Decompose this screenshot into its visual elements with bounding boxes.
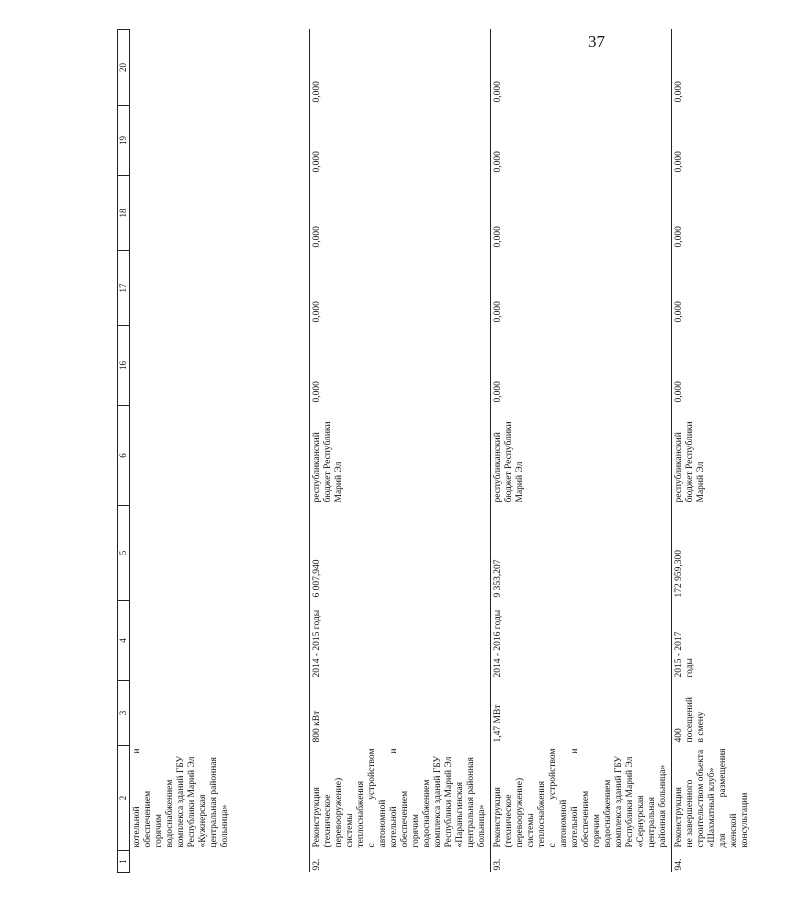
cell-cost: 9 353,207 <box>491 506 672 601</box>
cell-line: горячим водоснабжением <box>154 779 175 848</box>
rotated-table-wrapper <box>117 30 750 873</box>
cell-num <box>130 851 310 873</box>
cell-v16: 0,000 <box>310 326 491 406</box>
cell-cost: 172 959,300 <box>672 506 810 601</box>
col-header: 20 <box>118 30 130 106</box>
cell-line: «Кужнерская <box>198 794 208 848</box>
cell-v19: 0,000 <box>672 106 810 176</box>
table-row <box>491 30 672 873</box>
cell-line: горячим водоснабжением <box>411 779 432 848</box>
cell-v16 <box>130 326 310 406</box>
table-row <box>130 30 310 873</box>
cell-line: 2015 - 2017 <box>674 631 684 678</box>
cell-line: перевооружение) системы <box>334 777 355 848</box>
col-header: 19 <box>118 106 130 176</box>
cell-cost: 6 007,940 <box>310 506 491 601</box>
col-header: 1 <box>118 851 130 873</box>
cell-line: Республики Марий Эл <box>187 756 197 848</box>
cell-v17: 0,000 <box>672 251 810 326</box>
cell-line: Марий Эл <box>334 461 344 503</box>
cell-line: с устройством автономной <box>367 748 388 848</box>
page-number: 37 <box>588 32 605 51</box>
cell-line: больница» <box>477 804 487 848</box>
cell-name <box>672 746 810 851</box>
cell-num: 94. <box>672 851 810 873</box>
cell-line: котельной и обеспечением <box>389 748 410 848</box>
cell-line: в смену <box>696 711 706 743</box>
cell-capacity <box>491 681 672 746</box>
cell-line: перевооружение) системы <box>515 777 536 848</box>
cell-source <box>672 406 810 506</box>
cell-line: больница» <box>220 804 230 848</box>
cell-line: комплекса зданий ГБУ <box>433 755 443 848</box>
col-header: 3 <box>118 681 130 746</box>
cell-line: Марий Эл <box>515 461 525 503</box>
cell-num: 93. <box>491 851 672 873</box>
cell-name <box>130 746 310 851</box>
cell-line: 2014 - 2015 годы <box>312 609 322 678</box>
cell-line: Республики Марий Эл <box>625 756 635 848</box>
cell-v19: 0,000 <box>310 106 491 176</box>
cell-line: котельной и обеспечением <box>570 748 591 848</box>
cell-line: котельной и обеспечением <box>132 748 153 848</box>
cell-line: теплоснабжения <box>537 781 547 848</box>
cell-period <box>130 601 310 681</box>
cell-line: «Шахматный клуб» <box>707 767 717 848</box>
cell-line: центральная районная <box>466 757 476 848</box>
cell-line: бюджет Республики <box>323 421 333 503</box>
col-header: 16 <box>118 326 130 406</box>
cell-line: 2014 - 2016 годы <box>493 609 503 678</box>
cell-cost <box>130 506 310 601</box>
cell-v18: 0,000 <box>672 176 810 251</box>
cell-line: строительством объекта <box>696 749 706 848</box>
cell-source <box>130 406 310 506</box>
col-header: 4 <box>118 601 130 681</box>
cell-period <box>491 601 672 681</box>
cell-v17: 0,000 <box>491 251 672 326</box>
cell-line: Марий Эл <box>696 461 706 503</box>
cell-line: теплоснабжения <box>356 781 366 848</box>
cell-line: республиканский <box>493 432 503 503</box>
cell-v20 <box>130 30 310 106</box>
table-body <box>130 30 810 873</box>
cell-line: не завершенного <box>685 779 695 848</box>
cell-line: Реконструкция <box>493 787 503 848</box>
cell-line: республиканский <box>312 432 322 503</box>
cell-v18: 0,000 <box>310 176 491 251</box>
cell-v17 <box>130 251 310 326</box>
header-row <box>118 30 130 873</box>
cell-v20: 0,000 <box>672 30 810 106</box>
cell-v19: 0,000 <box>491 106 672 176</box>
cell-line: бюджет Республики <box>504 421 514 503</box>
cell-line: Республики Марий Эл <box>444 756 454 848</box>
cell-line: для размещения женской <box>718 748 739 848</box>
table-row <box>672 30 810 873</box>
cell-capacity <box>672 681 810 746</box>
cell-line: центральная районная <box>209 757 219 848</box>
cell-line: с устройством автономной <box>548 748 569 848</box>
cell-line: 1,47 МВт <box>493 704 503 743</box>
cell-v19 <box>130 106 310 176</box>
cell-line: консультации <box>740 792 750 848</box>
col-header: 6 <box>118 406 130 506</box>
cell-line: годы <box>685 658 695 678</box>
cell-capacity <box>310 681 491 746</box>
cell-line: комплекса зданий ГБУ <box>614 755 624 848</box>
cell-v20: 0,000 <box>491 30 672 106</box>
cell-v20: 0,000 <box>310 30 491 106</box>
cell-v16: 0,000 <box>672 326 810 406</box>
cell-num: 92. <box>310 851 491 873</box>
cell-line: Реконструкция <box>312 787 322 848</box>
col-header: 18 <box>118 176 130 251</box>
cell-line: Реконструкция <box>674 787 684 848</box>
col-header: 2 <box>118 746 130 851</box>
cell-line: (техническое <box>504 794 514 848</box>
cell-v18: 0,000 <box>491 176 672 251</box>
cell-line: «Параньгинская <box>455 781 465 848</box>
cell-source <box>491 406 672 506</box>
cell-line: районная больница» <box>658 764 668 848</box>
cell-line: комплекса зданий ГБУ <box>176 755 186 848</box>
cell-line: республиканский <box>674 432 684 503</box>
cell-v16: 0,000 <box>491 326 672 406</box>
cell-period <box>310 601 491 681</box>
cell-line: (техническое <box>323 794 333 848</box>
cell-source <box>310 406 491 506</box>
funding-table <box>117 29 810 873</box>
cell-line: 800 кВт <box>312 710 322 743</box>
cell-name <box>491 746 672 851</box>
cell-capacity <box>130 681 310 746</box>
cell-line: 400 посещений <box>674 697 695 743</box>
col-header: 17 <box>118 251 130 326</box>
cell-line: горячим водоснабжением <box>592 779 613 848</box>
col-header: 5 <box>118 506 130 601</box>
table-row <box>310 30 491 873</box>
cell-period <box>672 601 810 681</box>
cell-v18 <box>130 176 310 251</box>
cell-name <box>310 746 491 851</box>
cell-line: бюджет Республики <box>685 421 695 503</box>
cell-line: «Сернурская центральная <box>636 795 657 848</box>
cell-v17: 0,000 <box>310 251 491 326</box>
